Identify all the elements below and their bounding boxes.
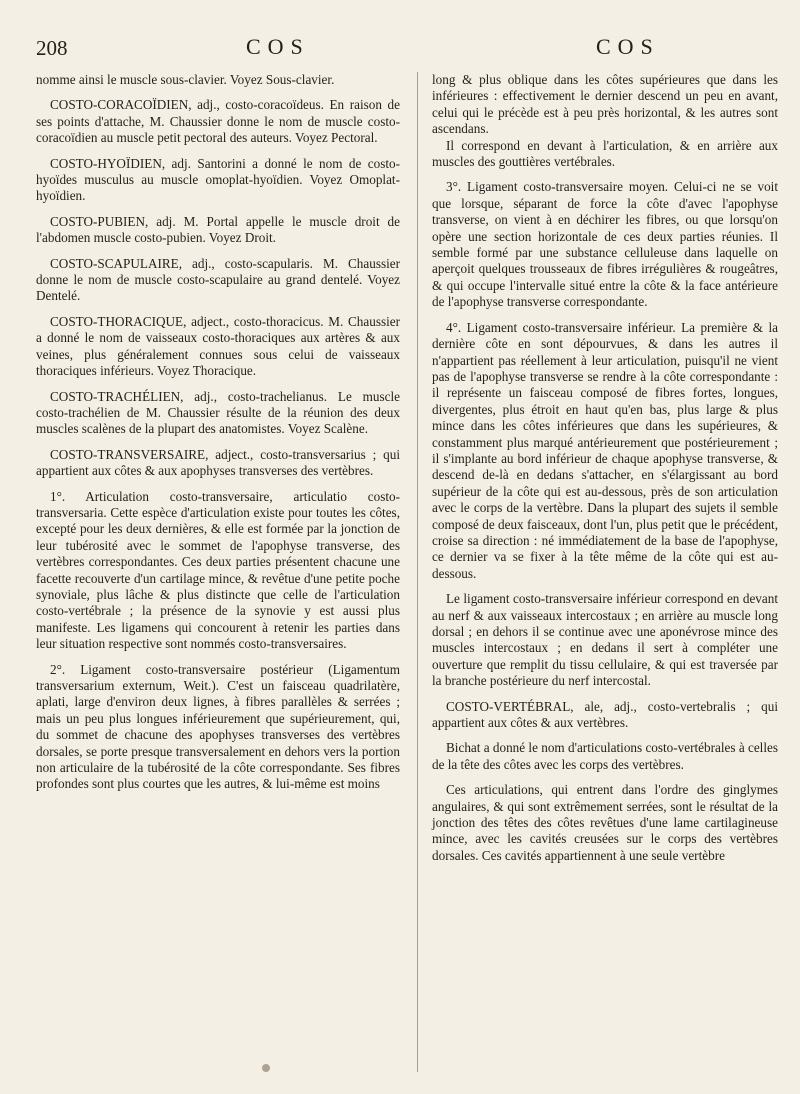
entry-costo-thoracique: COSTO-THORACIQUE, adject., costo-thoracicus. M. Chaussier a donné le nom de vaisseaux costo-thoraciques aux artères & aux veines, plus généralement connues sous celui de vaisseaux thoraciques inférieurs. Voyez Thoracique. — [36, 313, 400, 379]
entry-costo-hyoidien: COSTO-HYOÏDIEN, adj. Santorini a donné le nom de costo-hyoïdes musculus au muscle omoplat-hyoïdien. Voyez Omoplat-hyoïdien. — [36, 155, 400, 204]
entry-costo-scapulaire: COSTO-SCAPULAIRE, adj., costo-scapularis. M. Chaussier donne le nom de muscle costo-scapulaire au grand dentelé. Voyez Dentelé. — [36, 255, 400, 304]
paragraph: Bichat a donné le nom d'articulations costo-vertébrales à celles de la tête des côtes avec les corps des vertèbres. — [432, 740, 778, 772]
paragraph: 3°. Ligament costo-transversaire moyen. Celui-ci ne se voit que lorsque, séparant de force la côte d'avec l'apophyse transverse, on vient à en déchirer les fibres, ou que lorsqu'on opère une section horizontale de ces deux parties réunies. Il semble formé par une substance celluleuse dans laquelle on aperçoit quelques trousseaux de fibres irrégulières & rougeâtres, & qui occupe l'intervalle situé entre la côte & la face antérieure de l'apophyse transverse correspondante. — [432, 179, 778, 310]
paragraph: Le ligament costo-transversaire inférieur correspond en devant au nerf & aux vaisseaux intercostaux ; en arrière au muscle long dorsal ; en dehors il se continue avec une aponévrose mince des muscles intercostaux ; en dedans il sert à compléter une ouverture que remplit du tissu cellulaire, & qui est traversée par la branche postérieure du nerf intercostal. — [432, 591, 778, 689]
running-head-right: COS — [596, 34, 660, 59]
paragraph: long & plus oblique dans les côtes supérieures que dans les inférieures : effectivement le dernier descend un peu en avant, celui qui le précède est à peu près horizontal, & les autres sont ascendans. — [432, 72, 778, 137]
paragraph: nomme ainsi le muscle sous-clavier. Voyez Sous-clavier. — [36, 72, 335, 87]
paragraph: 4°. Ligament costo-transversaire inférieur. La première & la dernière côte en sont dépourvues, & dans les autres il n'appartient pas réellement à leur articulation, puisqu'il ne vient pas de l'apophyse transverse se rendre à la côte correspondante : il représente un faisceau composé de fibres fortes, longues, divergentes, plus étroit en haut qu'en bas, plus large & plus mince dans les côtes inférieures que dans les supérieures, & constamment plus marqué antérieurement que postérieurement ; il s'implante au bord inférieur de chaque apophyse transverse, & descend de-là en dedans s'attacher, en s'élargissant au bord supérieur de la côte qui est au-dessous, près de son articulation avec le corps de la vertèbre. Dans la plupart des sujets il semble composé de deux faisceaux, dont l'un, plus petit que le précédent, croise sa direction : né immédiatement de la base de l'apophyse, ce dernier va se fixer à la tête même de la côte qui est au-dessous. — [432, 319, 778, 581]
column-rule — [417, 72, 418, 1072]
entry-costo-transversaire: COSTO-TRANSVERSAIRE, adject., costo-transversarius ; qui appartient aux côtes & aux apophyses transverses des vertèbres. — [36, 446, 400, 479]
paragraph: Ces articulations, qui entrent dans l'ordre des ginglymes angulaires, & qui sont extrêmement serrées, sont le résultat de la jonction des têtes des côtes revêtues d'une lame cartilagineuse mince, avec les cavités creusées sur le corps des vertèbres dorsales. Ces cavités appartiennent à une seule vertèbre — [432, 782, 778, 863]
page-header — [36, 34, 778, 64]
paragraph: 1°. Articulation costo-transversaire, articulatio costo-transversaria. Cette espèce d'articulation existe pour toutes les côtes, excepté pour les deux dernières, & elle est formée par la jonction de leur tubérosité avec le sommet de l'apophyse transverse, des vertèbres correspondantes. Ces deux parties présentent chacune une facette recouverte d'un cartilage mince, & revêtue d'une petite poche synoviale, plus lâche & plus distincte que celle de l'articulation costo-vertébrale ; la présence de la synovie y est aussi plus manifeste. Les ligamens qui concourent à retenir les parties dans leur situation respective sont nommés costo-transversaires. — [36, 488, 400, 652]
running-head-left: COS — [246, 34, 310, 59]
two-column-body — [36, 72, 778, 864]
right-column — [432, 72, 778, 864]
entry-costo-pubien: COSTO-PUBIEN, adj. M. Portal appelle le muscle droit de l'abdomen muscle costo-pubien. Voyez Droit. — [36, 213, 400, 246]
paragraph: Il correspond en devant à l'articulation, & en arrière aux muscles des gouttières vertébrales. — [432, 137, 778, 170]
entry-costo-trachelien: COSTO-TRACHÉLIEN, adj., costo-trachelianus. Le muscle costo-trachélien de M. Chaussier résulte de la réunion des deux muscles scalènes de la plupart des anatomistes. Voyez Scalène. — [36, 388, 400, 437]
ink-blot — [262, 1064, 270, 1072]
paragraph: 2°. Ligament costo-transversaire postérieur (Ligamentum transversarium externum, Weit.). C'est un faisceau quadrilatère, aplati, large d'environ deux lignes, à fibres parallèles & serrées ; mais un peu plus longues inférieurement que supérieurement, qui, du sommet de chacune des apophyses transverses des vertèbres dorsales, se porte presque transversalement en dehors vers la portion non articulaire de la tubérosité de la côte correspondante. Ses fibres profondes sont plus courtes que les autres, & lui-même est moins — [36, 661, 400, 792]
entry-costo-coracoidien: COSTO-CORACOÏDIEN, adj., costo-coracoïdeus. En raison de ses points d'attache, M. Chaussier donne le nom de muscle costo-coracoïdien au muscle petit pectoral des auteurs. Voyez Pectoral. — [36, 97, 400, 146]
page-number: 208 — [36, 36, 68, 60]
entry-costo-vertebral: COSTO-VERTÉBRAL, ale, adj., costo-vertebralis ; qui appartient aux côtes & aux vertèbres. — [432, 698, 778, 731]
left-column — [36, 72, 400, 864]
